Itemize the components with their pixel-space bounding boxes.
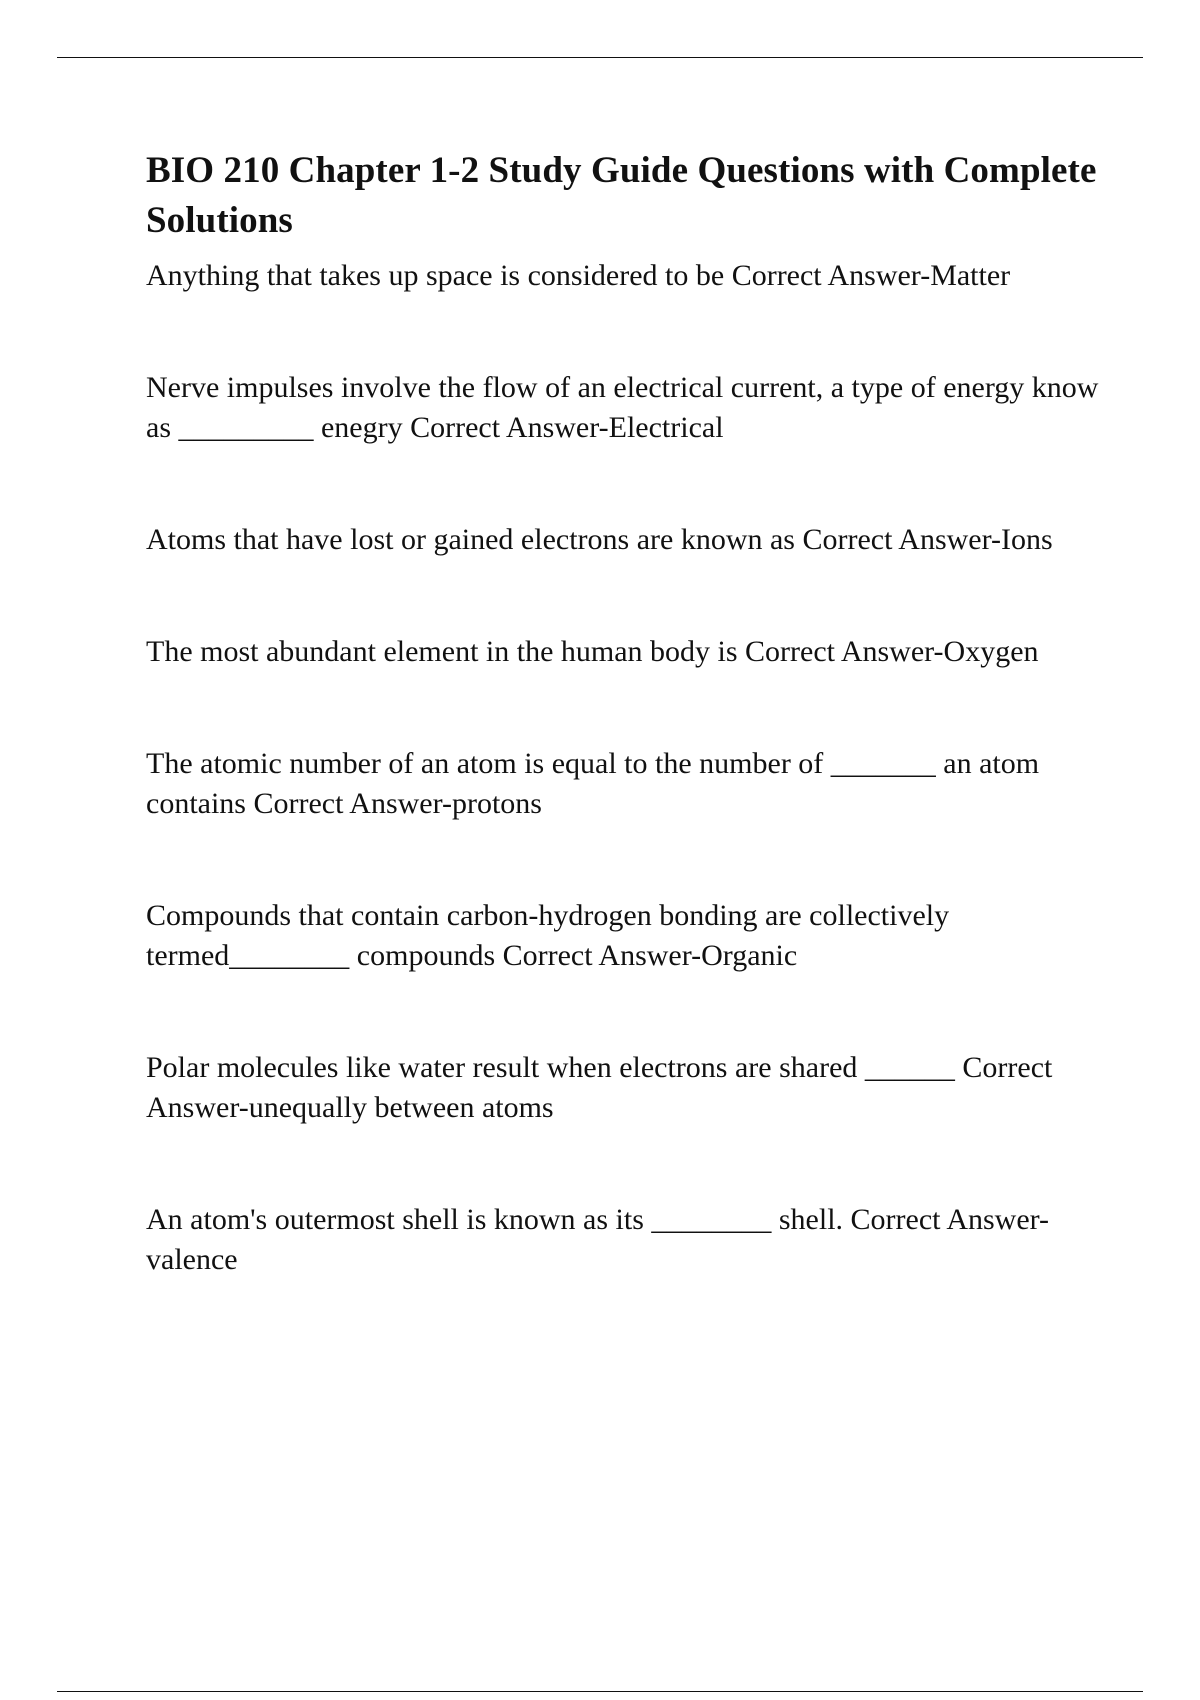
qa-item: Polar molecules like water result when electrons are shared ______ Correct Answer-unequally between atoms [146,1051,1053,1124]
qa-item: Compounds that contain carbon-hydrogen bonding are collectively termed________ compounds Correct Answer-Organic [146,899,950,972]
page-content [146,146,1106,1280]
qa-item: Anything that takes up space is considered to be Correct Answer-Matter [146,259,1011,292]
footer-rule [57,1691,1143,1692]
qa-item: The most abundant element in the human body is Correct Answer-Oxygen [146,635,1039,668]
document-title: BIO 210 Chapter 1-2 Study Guide Questions with Complete Solutions [146,150,1097,241]
qa-item: Nerve impulses involve the flow of an electrical current, a type of energy know as _________ enegry Correct Answer-Electrical [146,371,1099,444]
header-rule [57,57,1143,58]
qa-item: An atom's outermost shell is known as its ________ shell. Correct Answer-valence [146,1203,1050,1276]
qa-item: The atomic number of an atom is equal to the number of _______ an atom contains Correct Answer-protons [146,747,1040,820]
qa-item: Atoms that have lost or gained electrons are known as Correct Answer-Ions [146,523,1053,556]
